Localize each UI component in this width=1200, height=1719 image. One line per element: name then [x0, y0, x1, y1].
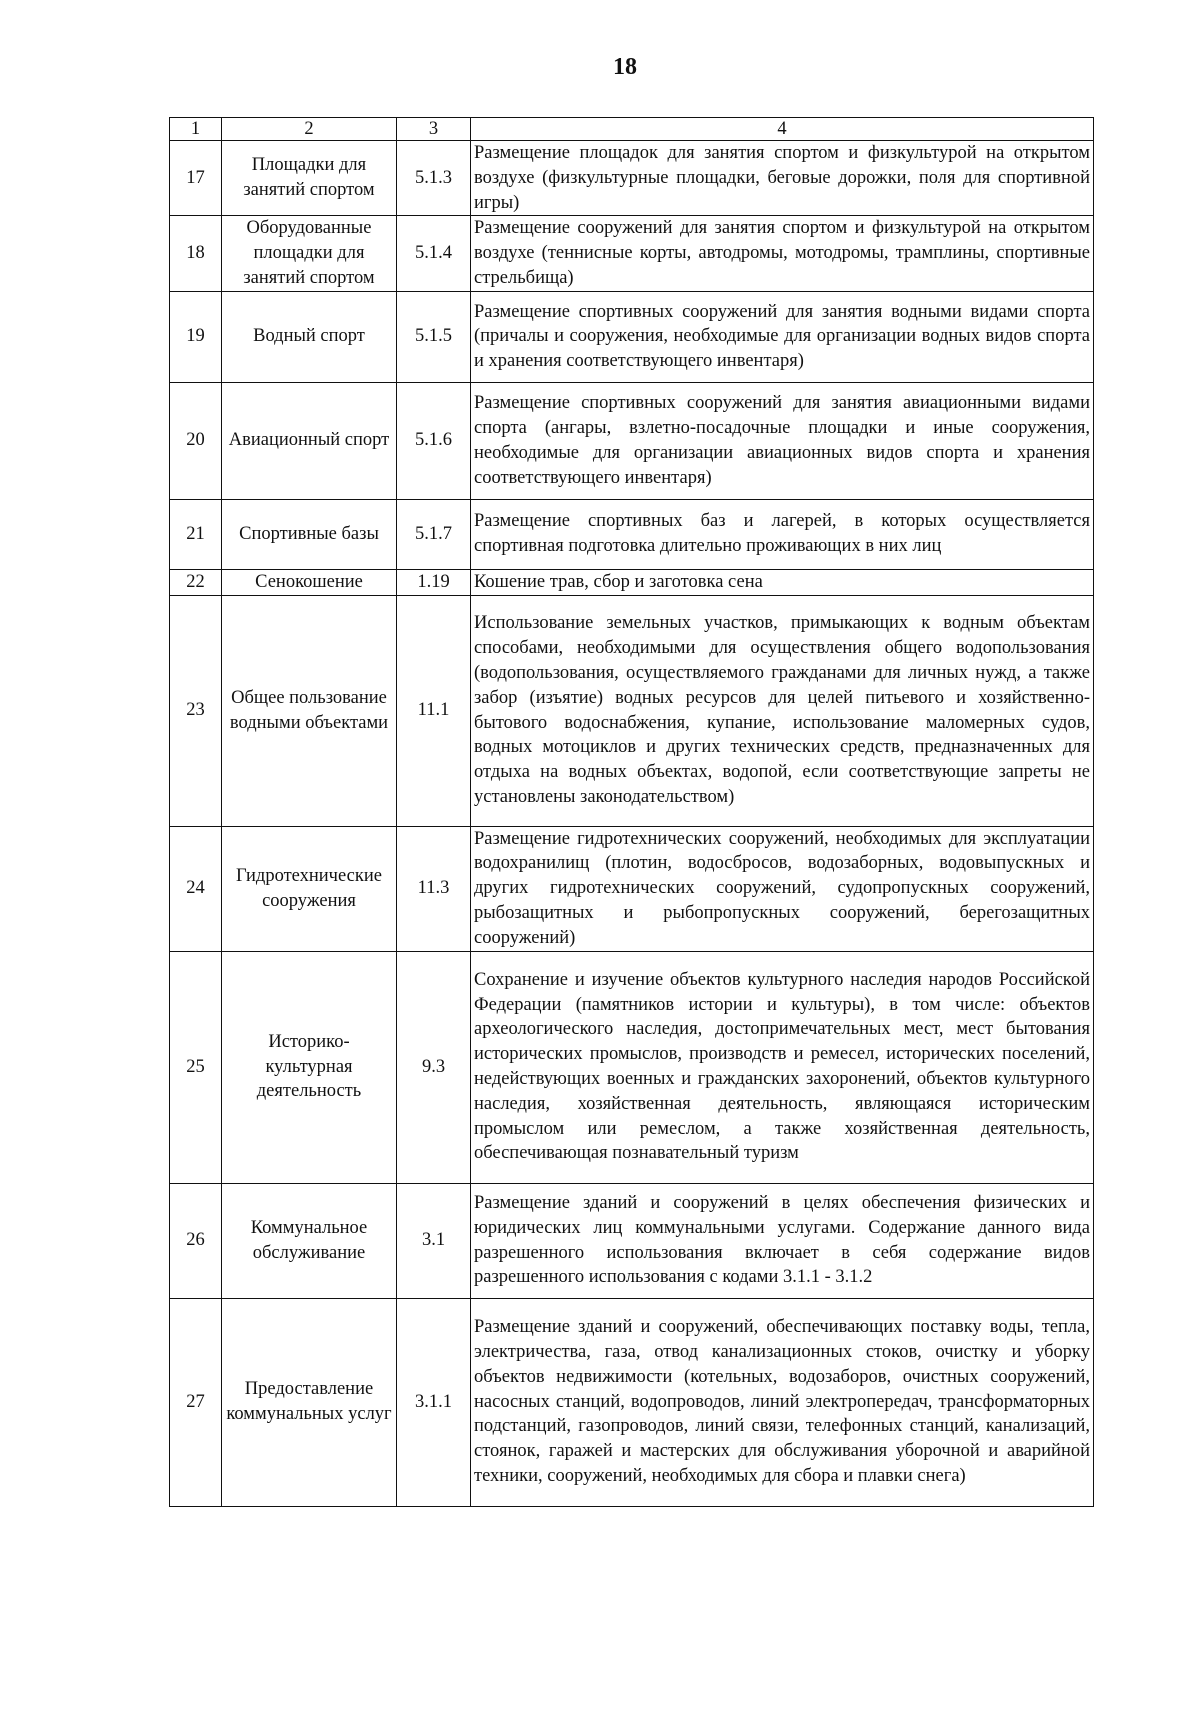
use-type-code: 1.19 — [397, 569, 471, 595]
use-type-code: 5.1.6 — [397, 382, 471, 499]
use-type-code: 3.1 — [397, 1183, 471, 1298]
use-type-description: Размещение зданий и сооружений в целях обеспечения физических и юридических лиц коммунальными услугами. Содержание данного вида разрешенного использования включает в себя содержание видов разрешенного использования с кодами 3.1.1 - 3.1.2 — [471, 1183, 1094, 1298]
table-row — [170, 291, 1094, 382]
header-col-1: 1 — [170, 118, 222, 141]
table-row — [170, 569, 1094, 595]
use-type-description: Размещение сооружений для занятия спортом и физкультурой на открытом воздухе (теннисные корты, автодромы, мотодромы, трамплины, спортивные стрельбища) — [471, 216, 1094, 291]
use-type-name: Площадки для занятий спортом — [222, 141, 397, 216]
row-number: 20 — [170, 382, 222, 499]
row-number: 22 — [170, 569, 222, 595]
land-use-table — [169, 117, 1094, 1507]
table-row — [170, 216, 1094, 291]
row-number: 27 — [170, 1298, 222, 1506]
use-type-description: Сохранение и изучение объектов культурного наследия народов Российской Федерации (памятников истории и культуры), в том числе: объектов археологического наследия, достопримечательных мест, мест бытования исторических промыслов, производств и ремесел, исторических поселений, недействующих военных и гражданских захоронений, объектов культурного наследия, хозяйственная деятельность, являющаяся историческим промыслом или ремеслом, а также хозяйственная деятельность, обеспечивающая познавательный туризм — [471, 951, 1094, 1183]
use-type-name: Авиационный спорт — [222, 382, 397, 499]
table-row — [170, 595, 1094, 826]
use-type-code: 5.1.5 — [397, 291, 471, 382]
row-number: 24 — [170, 826, 222, 951]
use-type-code: 5.1.4 — [397, 216, 471, 291]
use-type-name: Историко-культурная деятельность — [222, 951, 397, 1183]
use-type-code: 11.1 — [397, 595, 471, 826]
use-type-code: 3.1.1 — [397, 1298, 471, 1506]
use-type-name: Коммунальное обслуживание — [222, 1183, 397, 1298]
use-type-name: Гидротехнические сооружения — [222, 826, 397, 951]
use-type-description: Размещение спортивных баз и лагерей, в которых осуществляется спортивная подготовка длительно проживающих в них лиц — [471, 499, 1094, 569]
header-col-4: 4 — [471, 118, 1094, 141]
row-number: 17 — [170, 141, 222, 216]
header-col-3: 3 — [397, 118, 471, 141]
table-row — [170, 951, 1094, 1183]
use-type-description: Использование земельных участков, примыкающих к водным объектам способами, необходимыми для осуществления общего водопользования (водопользования, осуществляемого гражданами для личных нужд, а также забор (изъятие) водных ресурсов для целей питьевого и хозяйственно-бытового водоснабжения, купание, использование маломерных судов, водных мотоциклов и других технических средств, предназначенных для отдыха на водных объектах, водопой, если соответствующие запреты не установлены законодательством) — [471, 595, 1094, 826]
row-number: 25 — [170, 951, 222, 1183]
use-type-name: Оборудованные площадки для занятий спортом — [222, 216, 397, 291]
table-row — [170, 826, 1094, 951]
use-type-description: Размещение гидротехнических сооружений, необходимых для эксплуатации водохранилищ (плотин, водосбросов, водозаборных, водовыпускных и других гидротехнических сооружений, судопропускных сооружений, рыбозащитных и рыбопропускных сооружений, берегозащитных сооружений) — [471, 826, 1094, 951]
row-number: 26 — [170, 1183, 222, 1298]
use-type-description: Размещение спортивных сооружений для занятия водными видами спорта (причалы и сооружения, необходимые для организации водных видов спорта и хранения соответствующего инвентаря) — [471, 291, 1094, 382]
header-col-2: 2 — [222, 118, 397, 141]
row-number: 18 — [170, 216, 222, 291]
table-row — [170, 499, 1094, 569]
row-number: 19 — [170, 291, 222, 382]
use-type-name: Водный спорт — [222, 291, 397, 382]
use-type-code: 5.1.7 — [397, 499, 471, 569]
use-type-code: 11.3 — [397, 826, 471, 951]
use-type-name: Сенокошение — [222, 569, 397, 595]
row-number: 23 — [170, 595, 222, 826]
table-row — [170, 141, 1094, 216]
use-type-description: Размещение спортивных сооружений для занятия авиационными видами спорта (ангары, взлетно-посадочные площадки и иные сооружения, необходимые для организации авиационных видов спорта и хранения соответствующего инвентаря) — [471, 382, 1094, 499]
use-type-name: Предоставление коммунальных услуг — [222, 1298, 397, 1506]
use-type-name: Спортивные базы — [222, 499, 397, 569]
use-type-code: 5.1.3 — [397, 141, 471, 216]
use-type-description: Размещение зданий и сооружений, обеспечивающих поставку воды, тепла, электричества, газа, отвод канализационных стоков, очистку и уборку объектов недвижимости (котельных, водозаборов, очистных сооружений, насосных станций, водопроводов, линий электропередач, трансформаторных подстанций, газопроводов, линий связи, телефонных станций, канализаций, стоянок, гаражей и мастерских для обслуживания уборочной и аварийной техники, сооружений, необходимых для сбора и плавки снега) — [471, 1298, 1094, 1506]
row-number: 21 — [170, 499, 222, 569]
use-type-name: Общее пользование водными объектами — [222, 595, 397, 826]
use-type-description: Размещение площадок для занятия спортом и физкультурой на открытом воздухе (физкультурные площадки, беговые дорожки, поля для спортивной игры) — [471, 141, 1094, 216]
table-row — [170, 382, 1094, 499]
use-type-code: 9.3 — [397, 951, 471, 1183]
table-row — [170, 1298, 1094, 1506]
page-number: 18 — [613, 54, 637, 80]
table-row — [170, 1183, 1094, 1298]
use-type-description: Кошение трав, сбор и заготовка сена — [471, 569, 1094, 595]
table-header-row — [170, 118, 1094, 141]
